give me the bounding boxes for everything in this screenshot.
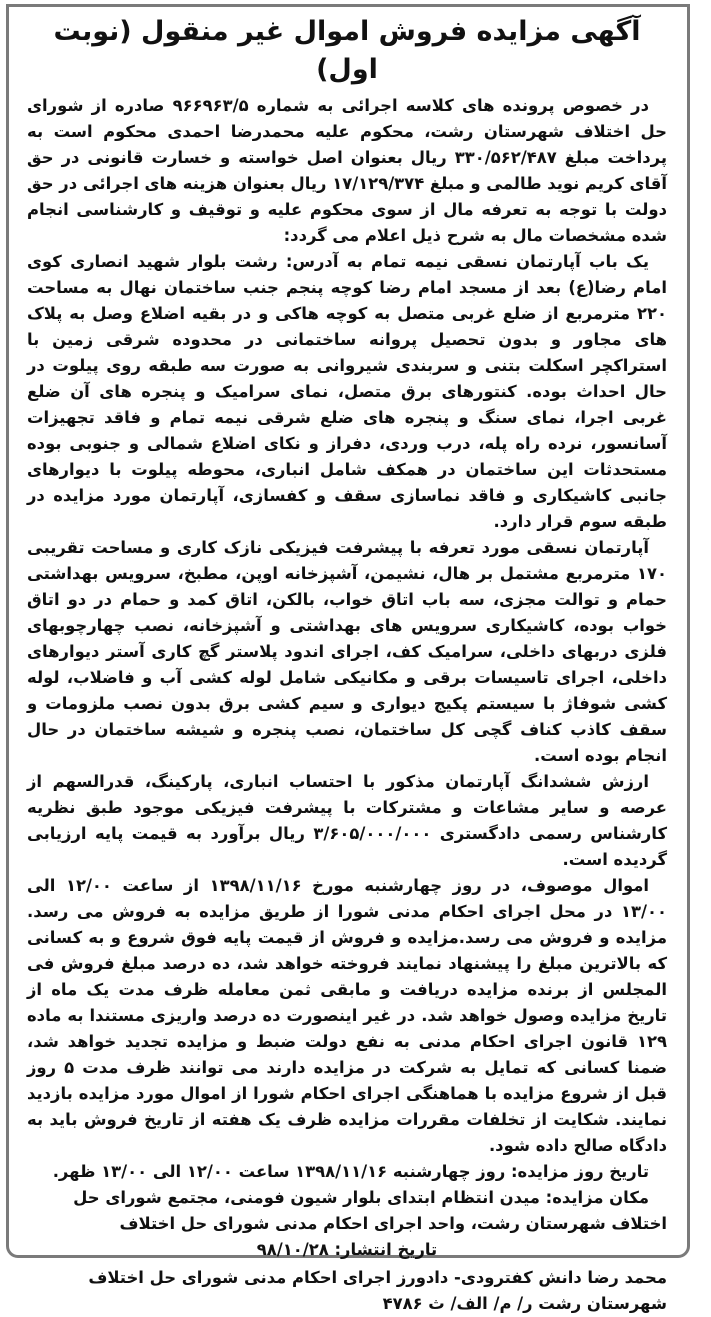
paragraph-terms: اموال موصوف، در روز چهارشنبه مورخ ۱۳۹۸/۱۱/۱۶ از ساعت ۱۲/۰۰ الی ۱۳/۰۰ در محل اجرای احکام مدنی شورا از طریق مزایده به فروش می رسد. مزایده و فروش می رسد.مزایده و فروش از قیمت پایه فوق شروع و به کسانی که بالاترین مبلغ را پیشنهاد نمایند فروخته خواهد شد، ده درصد مبلغ فروش فی المجلس از برنده مزایده دریافت و مابقی ثمن معامله ظرف مدت یک ماه از تاریخ مزایده وصول خواهد شد. در غیر اینصورت ده درصد واریزی مستندا به ماده ۱۲۹ قانون اجرای احکام مدنی به نفع دولت ضبط و مزایده تجدید خواهد شد، ضمنا کسانی که تمایل به شرکت در مزایده دارند می توانند ظرف مدت ۵ روز قبل از شروع مزایده با هماهنگی اجرای احکام شورا از اموال مورد مزایده بازدید نمایند. شکایت از تخلفات مقررات مزایده ظرف یک هفته از تاریخ فروش باید به دادگاه صالح داده شود. <box>27 876 667 1155</box>
notice-page <box>9 7 687 1313</box>
auction-date: تاریخ روز مزایده: روز چهارشنبه ۱۳۹۸/۱۱/۱۶ ساعت ۱۲/۰۰ الی ۱۳/۰۰ ظهر. <box>52 1162 649 1181</box>
paragraph-case: در خصوص پرونده های کلاسه اجرائی به شماره ۹۶۶۹۶۳/۵ صادره از شورای حل اختلاف شهرستان رشت، محکوم علیه محمدرضا احمدی محکوم است به پرداخت مبلغ ۳۳۰/۵۶۲/۴۸۷ ریال بعنوان اصل خواسته و خسارت قانونی در حق آقای کریم نوید طالمی و مبلغ ۱۷/۱۲۹/۳۷۴ ریال بعنوان هزینه های اجرائی در حق دولت با توجه به تعرفه مال از سوی محکوم علیه و توقیف و کارشناسی انجام شده مشخصات مال به شرح ذیل اعلام می گردد: <box>26 96 668 245</box>
notice-frame <box>6 4 690 1313</box>
paragraph-apartment: آپارتمان نسقی مورد تعرفه با پیشرفت فیزیکی نازک کاری و مساحت تقریبی ۱۷۰ مترمربع مشتمل بر هال، نشیمن، آشپزخانه اوپن، مطبخ، سرویس بهداشتی حمام و توالت مجزی، سه باب اتاق خواب، بالکن، اتاق کمد و حمام در دو اتاق خواب بوده، کاشیکاری سرویس های بهداشتی و آشپزخانه، نصب چهارچوبهای فلزی دربهای داخلی، سرامیک کف، اجرای اندود پلاستر گچ کاری آستر دیوارهای داخلی، اجرای تاسیسات برقی و مکانیکی شامل لوله کشی آب و فاضلاب، لوله کشی شوفاژ با سیستم پکیج دیواری و سیم کشی برق بدون نصب ملزومات و سقف کاذب کناف گچی کل ساختمان، نصب پنجره و شیشه ساختمان در حال انجام بوده است. <box>27 538 667 765</box>
notice-title: آگهی مزایده فروش اموال غیر منقول (نوبت اول) <box>53 16 641 85</box>
auction-place: مکان مزایده: میدن انتظام ابتدای بلوار شیون فومنی، مجتمع شورای حل اختلاف شهرستان رشت، واحد اجرای احکام مدنی شورای حل اختلاف <box>73 1188 667 1233</box>
signature: محمد رضا دانش کفترودی- دادورز اجرای احکام مدنی شورای حل اختلاف شهرستان رشت ر/ م/ الف/ ث ۴۷۸۶ <box>88 1268 667 1313</box>
paragraph-value: ارزش ششدانگ آپارتمان مذکور با احتساب انباری، پارکینگ، قدرالسهم از عرصه و سایر مشاعات و مشترکات با پیشرفت فیزیکی موجود طبق نظریه کارشناس رسمی دادگستری ۳/۶۰۵/۰۰۰/۰۰۰ ریال برآورد به قیمت پایه ارزیابی گردیده است. <box>27 772 667 869</box>
paragraph-property: یک باب آپارتمان نسقی نیمه تمام به آدرس: رشت بلوار شهید انصاری کوی امام رضا(ع) بعد از مسجد امام رضا کوچه پنجم جنب ساختمان نهال به مساحت ۲۲۰ مترمربع از ضلع غربی متصل به کوچه هاکی و در بقیه اضلاع وصل به پلاک های مجاور و بدون تحصیل پروانه ساختمانی در محدوده شرقی زمین با استراکچر اسکلت بتنی و سربندی شیروانی به صورت سه طبقه روی پیلوت در حال احداث بوده. کنتورهای برق متصل، نمای سرامیک و پنجره های آن ضلع غربی اجرا، نمای سنگ و پنجره های ضلع شرقی نیمه تمام و فاقد تجهیزات آسانسور، نرده راه پله، درب وردی، دفراز و نکای اضلاع شمالی و جنوبی بوده مستحدثات این ساختمان در همکف شامل انباری، محوطه پیلوت با دیوارهای جانبی کاشیکاری و فاقد نماسازی سقف و کفسازی، آپارتمان مورد مزایده در طبقه سوم قرار دارد. <box>27 252 667 531</box>
publish-date: تاریخ انتشار: ۹۸/۱۰/۲۸ <box>256 1240 438 1259</box>
